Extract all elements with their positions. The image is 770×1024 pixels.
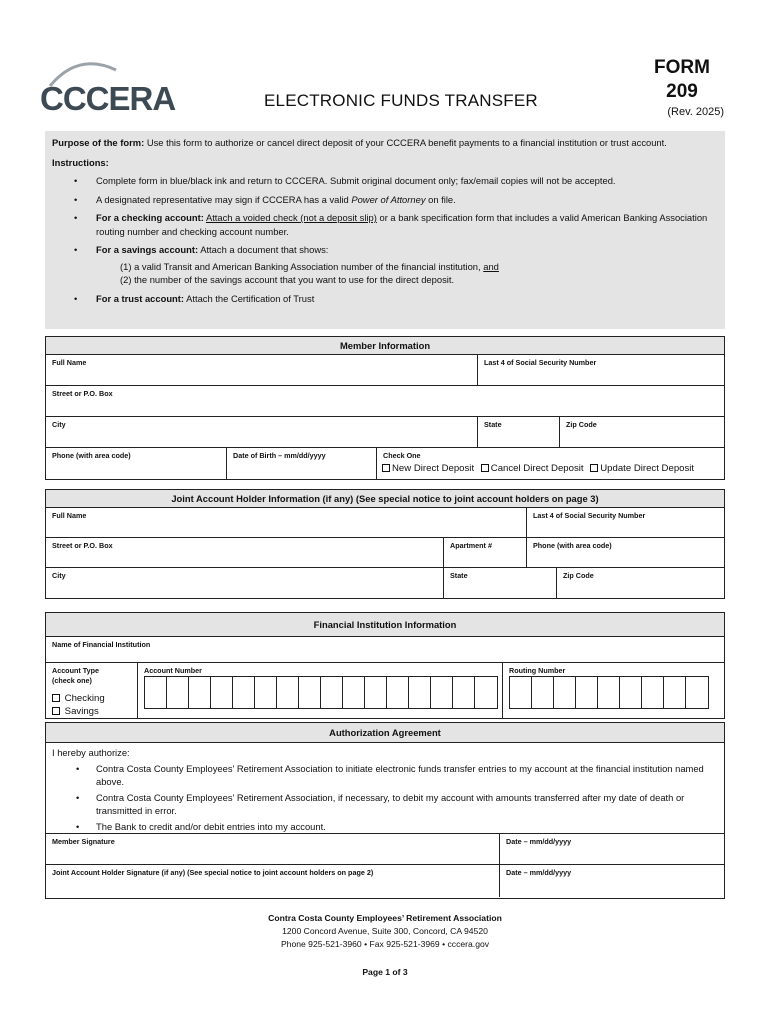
field-label: City: [52, 420, 66, 429]
member-zip-field[interactable]: [559, 417, 724, 447]
institution-name-field[interactable]: [46, 637, 724, 662]
savings-checkbox[interactable]: [52, 707, 60, 715]
form-word: FORM: [654, 57, 710, 78]
form-revision: (Rev. 2025): [667, 106, 724, 118]
authorization-item: [52, 791, 718, 818]
joint-apartment-field[interactable]: [443, 538, 526, 567]
section-heading: Authorization Agreement: [46, 723, 724, 743]
field-label: Zip Code: [566, 420, 597, 429]
form-number-block: [642, 56, 722, 104]
authorization-section: [45, 722, 725, 899]
new-deposit-checkbox[interactable]: [382, 464, 390, 472]
field-label: Last 4 of Social Security Number: [533, 511, 646, 520]
instructions-list: [52, 174, 718, 305]
member-full-name-field[interactable]: [46, 355, 477, 385]
field-label: Date of Birth – mm/dd/yyyy: [233, 451, 326, 460]
instruction-text: on file.: [428, 193, 456, 205]
account-type-options: [52, 692, 131, 718]
option-label: Savings: [64, 706, 99, 717]
instruction-label: For a trust account:: [96, 292, 185, 304]
purpose-text: [52, 136, 718, 150]
instruction-text: or a bank specification form that includes a valid American Banking Association routing number and checking account number.: [96, 212, 708, 237]
member-signature-field[interactable]: [46, 834, 499, 864]
section-heading: Member Information: [46, 337, 724, 355]
account-number-field: [137, 663, 502, 718]
joint-signature-field[interactable]: [46, 865, 499, 897]
power-of-attorney-text: Power of Attorney: [351, 193, 426, 205]
field-label: Member Signature: [52, 837, 115, 846]
field-label: (check one): [52, 676, 92, 685]
cancel-deposit-checkbox[interactable]: [481, 464, 489, 472]
field-label: Last 4 of Social Security Number: [484, 358, 597, 367]
instructions-panel: [45, 131, 725, 329]
field-label: Phone (with area code): [52, 451, 131, 460]
footer-org: Contra Costa County Employees’ Retirement Association: [268, 913, 502, 923]
authorization-item-text: The Bank to credit and/or debit entries into my account.: [96, 820, 326, 832]
member-information-section: [45, 336, 725, 480]
field-label: State: [484, 420, 502, 429]
instruction-sub: [96, 260, 718, 274]
field-label: Apartment #: [450, 541, 492, 550]
option-label: Update Direct Deposit: [600, 463, 695, 474]
member-ssn-field[interactable]: [477, 355, 724, 385]
page-number: Page 1 of 3: [362, 967, 408, 977]
authorization-item: [52, 762, 718, 789]
account-number-boxes[interactable]: [144, 676, 498, 709]
instruction-text: Attach the Certification of Trust: [186, 292, 315, 304]
form-number: 209: [666, 81, 698, 102]
field-label: City: [52, 571, 66, 580]
instructions-heading: Instructions:: [52, 156, 109, 168]
option-label: New Direct Deposit: [392, 463, 475, 474]
field-label: Full Name: [52, 511, 87, 520]
instruction-item: [52, 193, 718, 207]
instruction-sub: [96, 273, 718, 287]
instruction-item: [52, 174, 718, 188]
option-label: Cancel Direct Deposit: [490, 463, 584, 474]
joint-city-row: [46, 568, 724, 598]
deposit-options: [382, 463, 694, 474]
purpose-label: Purpose of the form:: [52, 137, 145, 148]
member-city-row: [46, 417, 724, 448]
member-dob-field[interactable]: [226, 448, 376, 479]
authorization-item-text: Contra Costa County Employees’ Retirement Association, if necessary, to debit my account with amounts transferred after my date of death or transmitted in error.: [96, 791, 685, 816]
joint-account-section: [45, 489, 725, 599]
account-type-field: [46, 663, 137, 718]
joint-signature-row: [46, 865, 724, 897]
field-label: State: [450, 571, 468, 580]
update-deposit-checkbox[interactable]: [590, 464, 598, 472]
member-signature-row: [46, 833, 724, 865]
instruction-text: Attach a document that shows:: [200, 244, 329, 255]
routing-number-boxes[interactable]: [509, 676, 709, 709]
section-heading: Joint Account Holder Information (if any) (See special notice to joint account holders on page 3): [46, 490, 724, 508]
authorization-item-text: Contra Costa County Employees’ Retirement Association to initiate electronic funds transfer entries to my account at the financial institution named above.: [96, 762, 704, 787]
field-label: Routing Number: [509, 666, 566, 675]
joint-zip-field[interactable]: [556, 568, 724, 598]
section-heading: Financial Institution Information: [46, 613, 724, 637]
footer-contact: [0, 912, 770, 951]
instruction-text: (1) a valid Transit and American Banking Association number of the financial institution,: [120, 260, 481, 272]
joint-phone-field[interactable]: [526, 538, 724, 567]
field-label: Full Name: [52, 358, 87, 367]
instruction-underlined: and: [483, 260, 499, 272]
instruction-underlined: Attach a voided check (not a deposit slip): [205, 212, 377, 223]
field-label: Check One: [383, 451, 421, 460]
joint-state-field[interactable]: [443, 568, 556, 598]
field-label: Account Type: [52, 666, 99, 675]
member-signature-date-field[interactable]: [499, 834, 724, 864]
field-label: Joint Account Holder Signature (if any) (See special notice to joint account holders on page 2): [52, 868, 374, 877]
instruction-text: Complete form in blue/black ink and return to CCCERA. Submit original document only; fax/email copies will not be accepted.: [96, 175, 616, 186]
checking-checkbox[interactable]: [52, 694, 60, 702]
joint-street-field[interactable]: [46, 538, 443, 567]
authorization-intro: I hereby authorize:: [52, 747, 130, 758]
option-label: Checking: [64, 693, 105, 704]
field-label: Account Number: [144, 666, 202, 675]
instruction-item: [52, 292, 718, 306]
instruction-item: [52, 243, 718, 287]
member-name-row: [46, 355, 724, 386]
authorization-text: [46, 743, 724, 833]
purpose-body: Use this form to authorize or cancel direct deposit of your CCCERA benefit payments to a financial institution or trust account.: [146, 137, 667, 148]
member-phone-field[interactable]: [46, 448, 226, 479]
document-title: ELECTRONIC FUNDS TRANSFER: [264, 91, 538, 110]
authorization-list: [52, 762, 718, 834]
footer-phone-fax-web: Phone 925-521-3960 • Fax 925-521-3969 • cccera.gov: [280, 939, 490, 949]
member-city-field[interactable]: [46, 417, 477, 447]
member-street-row: [46, 386, 724, 417]
field-label: Zip Code: [563, 571, 594, 580]
cccera-logo: [40, 58, 176, 118]
field-label: Phone (with area code): [533, 541, 612, 550]
joint-signature-date-field[interactable]: [499, 865, 724, 897]
instruction-label: For a checking account:: [96, 212, 204, 223]
field-label: Street or P.O. Box: [52, 389, 113, 398]
joint-street-row: [46, 538, 724, 568]
authorization-item: [52, 820, 718, 834]
field-label: Date – mm/dd/yyyy: [506, 837, 572, 846]
routing-number-field: [502, 663, 724, 718]
footer-address: 1200 Concord Avenue, Suite 300, Concord, CA 94520: [282, 926, 488, 936]
member-state-field[interactable]: [477, 417, 559, 447]
instruction-text: A designated representative may sign if CCCERA has a valid: [96, 193, 349, 205]
member-street-field[interactable]: [46, 386, 724, 416]
check-one-field: [376, 448, 724, 479]
member-phone-row: [46, 448, 724, 479]
joint-ssn-field[interactable]: [526, 508, 724, 537]
joint-city-field[interactable]: [46, 568, 443, 598]
joint-full-name-field[interactable]: [46, 508, 526, 537]
field-label: Name of Financial Institution: [52, 640, 151, 649]
instruction-item: [52, 211, 718, 238]
institution-row: [46, 637, 724, 663]
instruction-label: For a savings account:: [96, 244, 199, 255]
financial-institution-section: [45, 612, 725, 719]
instruction-text: (2) the number of the savings account that you want to use for the direct deposit.: [120, 274, 455, 285]
logo-text: CCCERA: [40, 80, 176, 117]
joint-name-row: [46, 508, 724, 538]
field-label: Date – mm/dd/yyyy: [506, 868, 572, 877]
account-row: [46, 663, 724, 718]
field-label: Street or P.O. Box: [52, 541, 113, 550]
